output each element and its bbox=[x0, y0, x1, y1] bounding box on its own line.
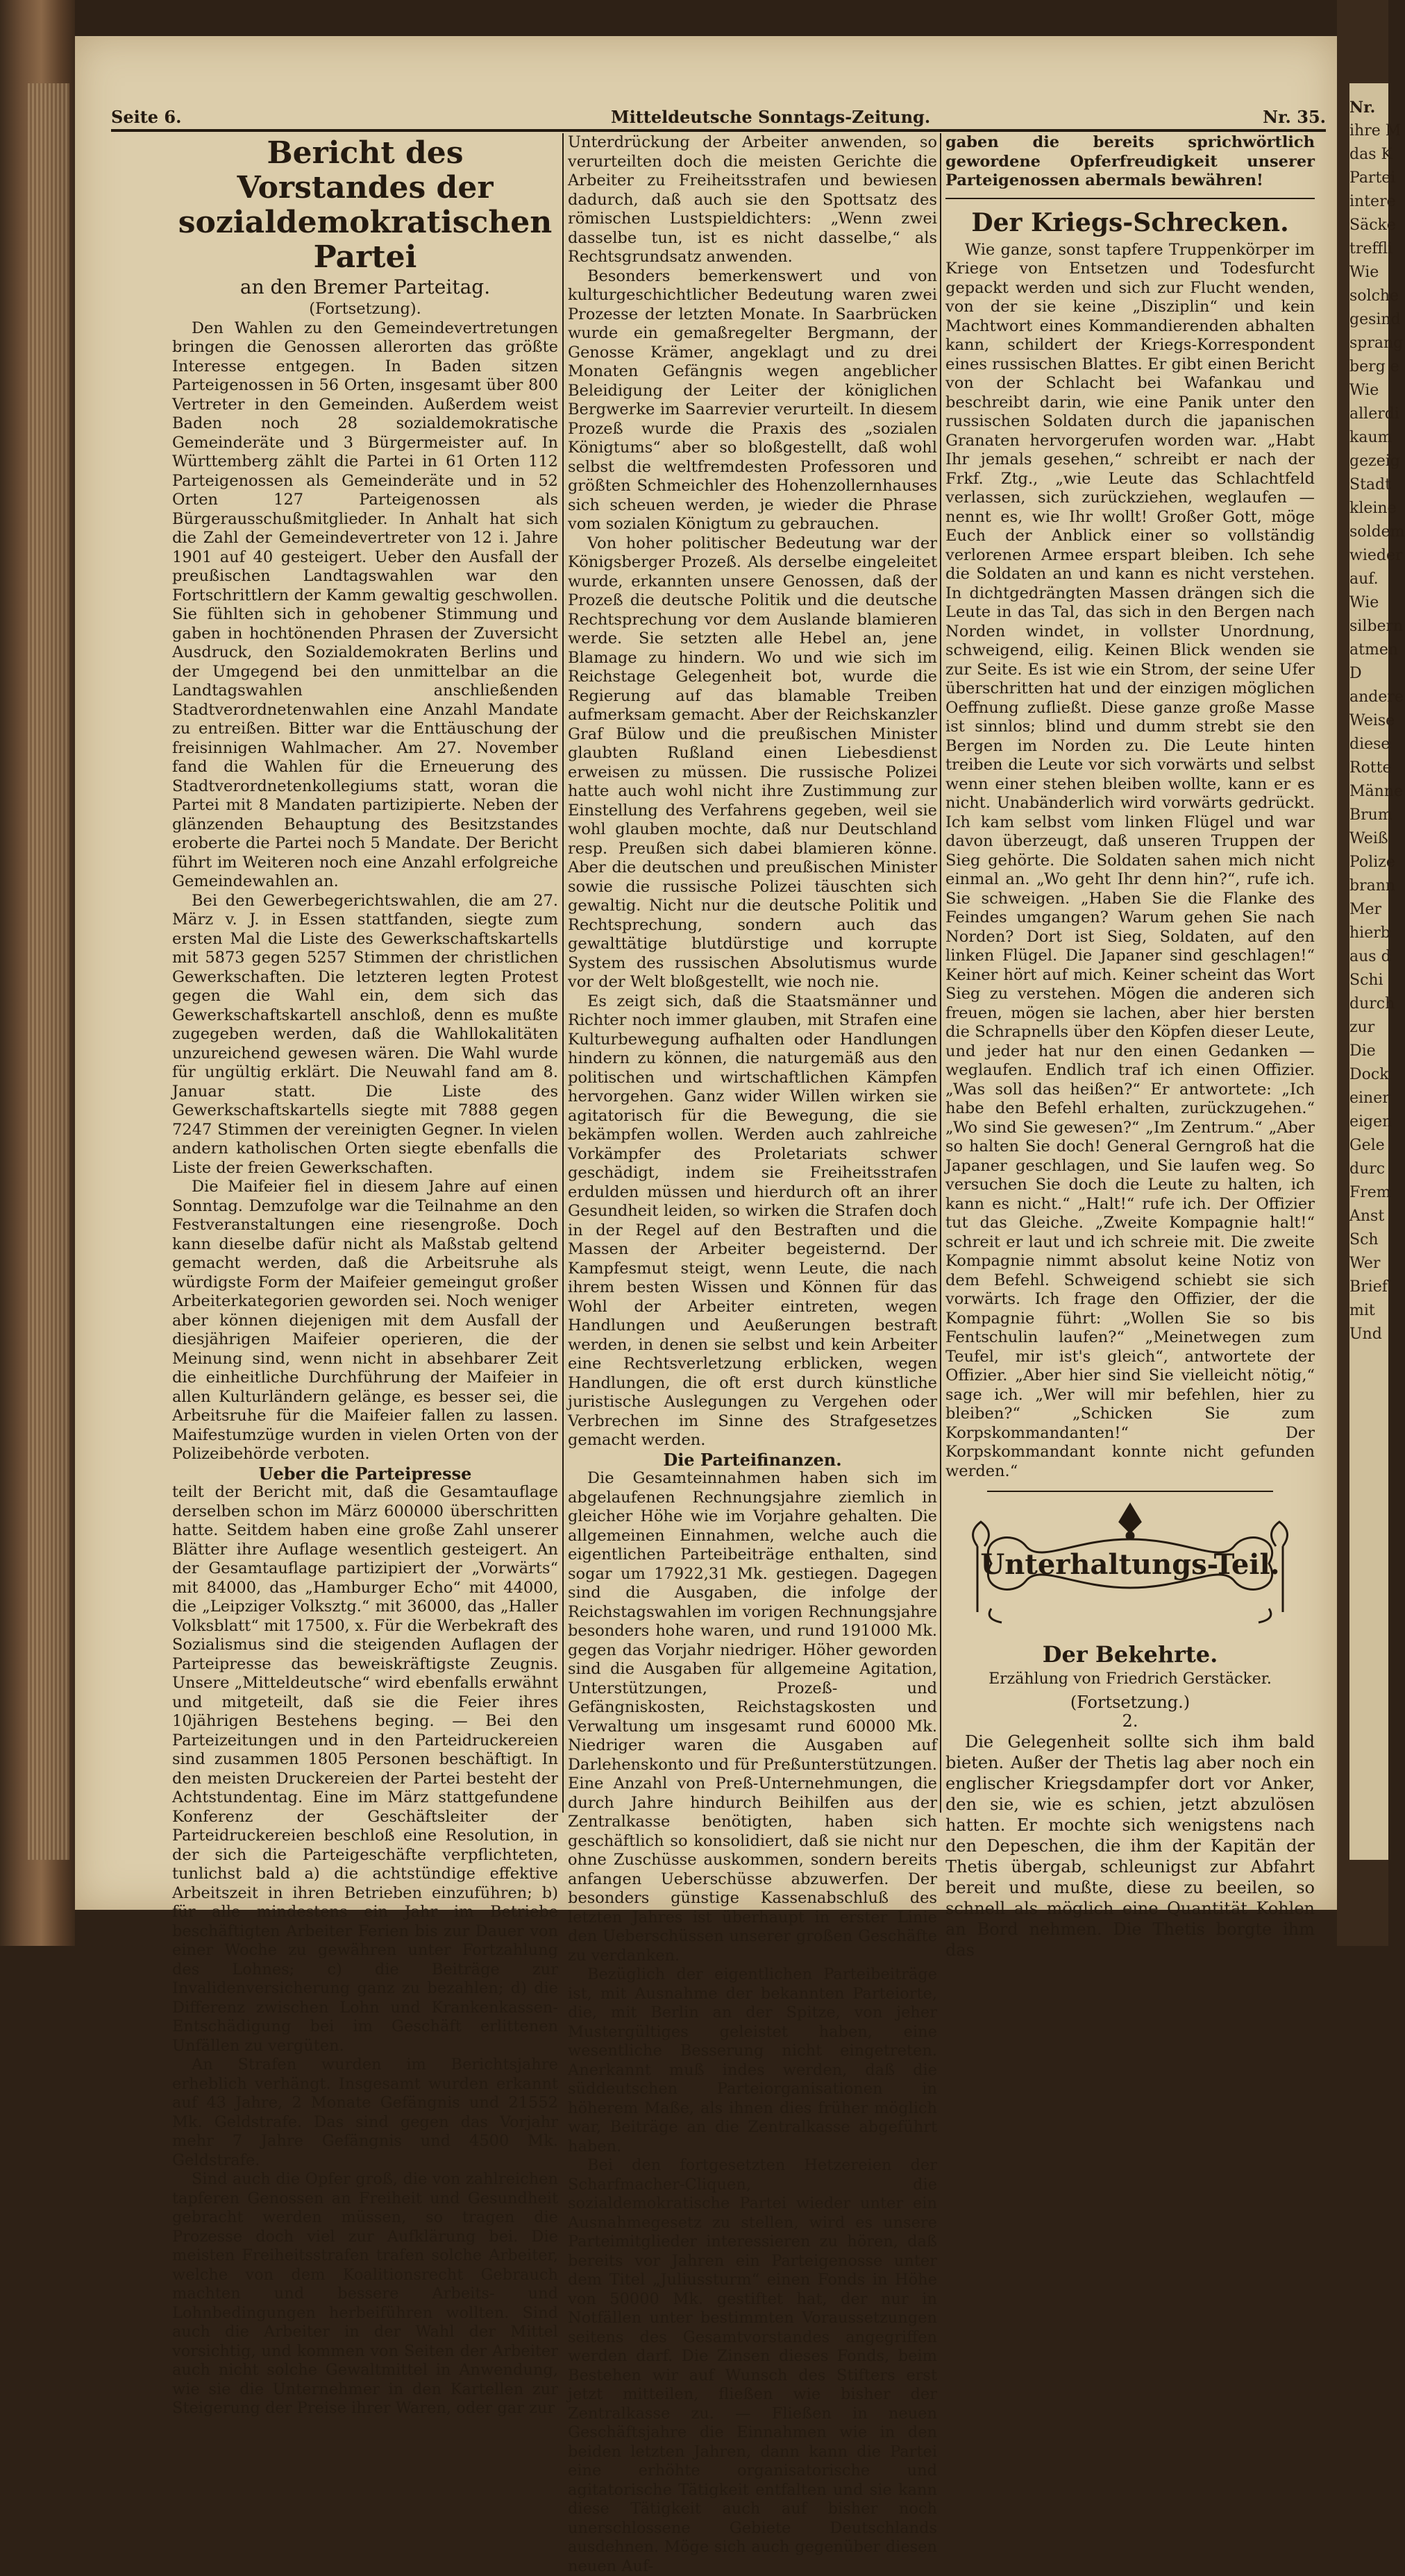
story-title: Der Bekehrte. bbox=[1042, 1641, 1218, 1668]
paragraph: teilt der Bericht mit, daß die Gesamtauflage derselben schon im März 600000 überschritten hatte. Seitdem haben eine große Zahl unserer Blätter ihre Auflage wesentlich gesteigert. An der Gesamtauflage partizipiert der „Vorwärts“ mit 84000, das „Hamburger Echo“ mit 44000, die „Leipziger Volksztg.“ mit 36000, das „Haller Volksblatt“ mit 17500, x. Für die Werbekraft des Sozialismus sind die steigenden Auflagen der Parteipresse das beweiskräftigste Zeugnis. Unsere „Mitteldeutsche“ wird ebenfalls erwähnt und mitgeteilt, daß sie die Feier ihres 10jährigen Bestehens beging. — Bei den Parteizeitungen und in den Parteidruckereien sind zusammen 1805 Personen beschäftigt. In den meisten Druckereien der Partei besteht der Achtstundentag. Eine im März stattgefundene Konferenz der Geschäftsleiter der Parteidruckereien beschloß eine Resolution, in der sich die Parteigeschäfte verpflichteten, tunlichst bald a) die achtstündige effektive Arbeitszeit in ihren Betrieben einzuführen; b) für alle mindestens ein Jahr im Betriebe beschäftigten Arbeiter Ferien bis zur Dauer von einer Woche zu gewähren unter Fortzahlung des Lohnes; c) die Beiträge zur Invalidenversicherung ganz zu bezahlen; d) die Differenz zwischen Lohn und Krankenkassen-Entschädigung bei im Geschäft erlittenen Unfällen zu vergüten. bbox=[172, 1483, 558, 2055]
next-page-fragment: gesind bbox=[1349, 311, 1401, 328]
paragraph: An Strafen wurden im Berichtsjahre erheblich verhängt. Insgesamt wurden erkannt auf 43 Jahre, 2 Monate Gefängnis und 21552 Mk. Geldstrafe. Das sind gegen das Vorjahr mehr 7 Jahre Gefängnis und 4500 Mk. Geldstrafe. bbox=[172, 2056, 558, 2169]
story-author: Erzählung von Friedrich Gerstäcker. bbox=[988, 1670, 1272, 1688]
column-2 bbox=[568, 133, 937, 2576]
next-page-fragment: Rotte bbox=[1349, 759, 1392, 777]
story-continued: (Fortsetzung.) bbox=[1070, 1692, 1191, 1712]
next-page-fragment: einer bbox=[1349, 1090, 1390, 1107]
article-title: Bericht des Vorstandes der sozialdemokratischen Partei bbox=[178, 135, 553, 275]
next-page-fragment: hierb bbox=[1349, 924, 1390, 942]
section-rule bbox=[987, 1491, 1273, 1492]
feuilleton-banner bbox=[950, 1498, 1311, 1629]
section-heading: Die Parteifinanzen. bbox=[663, 1449, 842, 1470]
next-page-fragment: auf. bbox=[1349, 570, 1379, 588]
next-page-fragment: Partei bbox=[1349, 169, 1396, 187]
paragraph: Sind auch die Opfer groß, die von zahlreichen tapferen Genossen an Freiheit und Gesundheit gebracht werden müssen, so tragen die Prozesse doch viel zur Aufklärung bei. Die meisten Freiheitsstrafen trafen solche Arbeiter, welche von dem Koalitionsrecht Gebrauch machten und bessere Arbeits- und Lohnbedingungen herbeiführen wollten. Sind auch die Arbeiter in der Wahl der Mittel vorsichtig, und kommen von Seiten der Arbeiter auch nicht solche Gewaltmittel in Anwendung, wie sie die Unternehmer in den Kartellen zur Steigerung der Preise ihrer Waren, oder gar zur bbox=[172, 2170, 558, 2417]
next-page-fragment: Dock bbox=[1349, 1066, 1389, 1083]
next-page-sliver bbox=[1349, 83, 1405, 1860]
next-page-fragment: wieder bbox=[1349, 547, 1403, 564]
next-page-fragment: allerdi bbox=[1349, 405, 1399, 423]
book-binding-left bbox=[0, 0, 75, 1946]
paragraph: Unterdrückung der Arbeiter anwenden, so verurteilten doch die meisten Gerichte die Arbeiter zu Freiheitsstrafen und bewiesen dadurch, daß auch sie den Spottsatz des römischen Lustspieldichters: „Wenn zwei dasselbe tun, ist es nicht dasselbe,“ als Rechtsgrundsatz anwenden. bbox=[568, 133, 937, 266]
next-page-fragment: mit bbox=[1349, 1302, 1375, 1319]
banner-text: Unterhaltungs-Teil. bbox=[980, 1548, 1280, 1581]
next-page-fragment: atmen bbox=[1349, 641, 1399, 659]
column-3 bbox=[945, 133, 1315, 1960]
next-page-fragment: durc bbox=[1349, 1160, 1386, 1178]
paragraph: Besonders bemerkenswert und von kulturgeschichtlicher Bedeutung waren zwei Prozesse der letzten Monate. In Saarbrücken wurde ein gemaßregelter Bergmann, der Genosse Krämer, angeklagt und zu drei Monaten Gefängnis wegen angeblicher Beleidigung der Leiter der königlichen Bergwerke im Saarrevier verurteilt. In diesem Prozeß wurde die Praxis des „sozialen Königtums“ aber so bloßgestellt, daß wohl selbst die weltfremdesten Professoren und größten Schmeichler des Hohenzollernhauses sich scheuen werden, je wieder die Phrase vom sozialen Königtum zu gebrauchen. bbox=[568, 266, 937, 533]
next-page-fragment: kleine bbox=[1349, 500, 1397, 517]
next-page-fragment: andere bbox=[1349, 688, 1404, 706]
paragraph: Von hoher politischer Bedeutung war der Königsberger Prozeß. Als derselbe eingeleitet wurde, erkannten unsere Genossen, daß der Prozeß die deutsche Politik und die deutsche Rechtsprechung vor dem Auslande blamieren werde. Sie setzten alle Hebel an, jene Blamage zu hindern. Wo und wie sich im Reichstage Gelegenheit bot, wurde die Regierung auf das blamable Treiben aufmerksam gemacht. Aber der Reichskanzler Graf Bülow und die preußischen Minister glaubten Rußland einen Liebesdienst erweisen zu müssen. Die russische Polizei hatte auch wohl nicht ihre Zustimmung zur Einstellung des Verfahrens gegeben, weil sie wohl glauben mochte, daß nur Deutschland resp. Preußen sich dabei blamieren könne. Aber die deutschen und preußischen Minister sowie die russische Polizei täuschten sich gewaltig. Nicht nur die deutsche Politik und Rechtsprechung, sondern auch das gewalttätige blutdürstige und korrupte System des russischen Absolutismus wurde vor der Welt bloßgestellt, wie noch nie. bbox=[568, 534, 937, 991]
next-page-fragment: Anst bbox=[1349, 1208, 1385, 1225]
next-page-fragment: Schi bbox=[1349, 972, 1383, 989]
next-page-header: Nr. bbox=[1349, 99, 1376, 117]
next-page-fragment: Wie bbox=[1349, 264, 1379, 281]
next-page-fragment: durch bbox=[1349, 995, 1395, 1012]
paragraph: gaben die bereits sprichwörtlich gewordene Opferfreudigkeit unserer Parteigenossen abermals bewähren! bbox=[945, 133, 1315, 189]
next-page-fragment: Weise bbox=[1349, 712, 1395, 729]
next-page-fragment: brann bbox=[1349, 877, 1396, 895]
next-page-fragment: D bbox=[1349, 665, 1362, 682]
next-page-fragment: intere bbox=[1349, 193, 1396, 210]
paragraph: Es zeigt sich, daß die Staatsmänner und Richter noch immer glauben, mit Strafen eine Kulturbewegung aufhalten oder Handlungen hindern zu können, die naturgemäß aus den politischen und wirtschaftlichen Kämpfen hervorgehen. Ganz wider Willen wirken sie agitatorisch für die Bewegung, die sie bekämpfen wollen. Werden auch zahlreiche Vorkämpfer des Proletariats schwer geschädigt, indem sie Freiheitsstrafen erdulden müssen und hierdurch oft an ihrer Gesundheit leiden, so wirken die Strafen doch in der Regel auf den Bestraften und die Massen der Arbeiter begeisternd. Der Kampfesmut steigt, wenn Leute, die nach ihrem besten Wissen und Können für das Wohl der Arbeiter eintreten, wegen Handlungen und Aeußerungen bestraft werden, in denen sie selbst und kein Arbeiter eine Rechtsverletzung erblicken, wegen Handlungen, die oft erst durch künstliche juristische Auslegungen zu Vergehen oder Verbrechen im Sinne des Strafgesetzes gemacht werden. bbox=[568, 992, 937, 1449]
continuation-note: (Fortsetzung). bbox=[309, 300, 421, 318]
next-page-fragment: diese bbox=[1349, 736, 1390, 753]
paragraph: Die Gesamteinnahmen haben sich im abgelaufenen Rechnungsjahre ziemlich in gleicher Höhe wie im Vorjahre gehalten. Die allgemeinen Einnahmen, welche auch die eigentlichen Parteibeiträge enthalten, sind sogar um 17922,31 Mk. gestiegen. Dagegen sind die Ausgaben, die infolge der Reichstagswahlen im vorigen Rechnungsjahre besonders hohe waren, und rund 191000 Mk. gegen das Vorjahr niedriger. Höher geworden sind die Ausgaben für allgemeine Agitation, Unterstützungen, Prozeß- und Gefängniskosten, Reichstagskosten und Verwaltung um insgesamt rund 60000 Mk. Niedriger waren die Ausgaben auf Darlehenskonto und für Preßunterstützungen. Eine Anzahl von Preß-Unternehmungen, die durch Jahre hindurch Beihilfen aus der Zentralkasse benötigten, haben sich geschäftlich so konsolidiert, daß sie nicht nur ohne Zuschüsse auskommen, sondern bereits anfangen Ueberschüsse abzuwerfen. Der besonders günstige Kassenabschluß des letzten Jahres ist überhaupt in erster Linie den Ueberschüssen unserer großen Geschäfte zu verdanken. bbox=[568, 1469, 937, 1965]
column-divider-2 bbox=[940, 133, 941, 1813]
running-head bbox=[111, 107, 1326, 130]
next-page-fragment: Mer bbox=[1349, 901, 1382, 918]
next-page-fragment: gezeig bbox=[1349, 452, 1400, 470]
next-page-fragment: Und bbox=[1349, 1325, 1382, 1343]
paragraph: Bei den Gewerbegerichtswahlen, die am 27. März v. J. in Essen stattfanden, siegte zum ersten Mal die Liste des Gewerkschaftskartells mit 5873 gegen 5257 Stimmen der christlichen Gewerkschaften. Die letzteren legten Protest gegen die Wahl ein, dem sich das Gewerkschaftskartell anschloß, denn es mußte zugegeben werden, daß die Wahllokalitäten unzureichend gewesen wären. Die Wahl wurde für ungültig erklärt. Die Neuwahl fand am 8. Januar statt. Die Liste des Gewerkschaftskartells siegte mit 7888 gegen 7247 Stimmen der vereinigten Gegner. In vielen andern katholischen Orten siegte ebenfalls die Liste der freien Gewerkschaften. bbox=[172, 891, 558, 1177]
section-heading: Ueber die Parteipresse bbox=[258, 1463, 472, 1484]
page-number: Seite 6. bbox=[111, 107, 182, 127]
page-edges bbox=[28, 83, 69, 1860]
paragraph: Die Gelegenheit sollte sich ihm bald bieten. Außer der Thetis lag aber noch ein englischer Kriegsdampfer dort vor Anker, den sie, wie es schien, jetzt abzulösen hatten. Er mochte sich wenigstens nach den Depeschen, die ihm der Kapitän der Thetis übergab, schleunigst zur Abfahrt bereit und mußte, diese zu beeilen, so schnell als möglich eine Quantität Kohlen an Bord nehmen. Die Thetis borgte ihm das bbox=[945, 1731, 1315, 1960]
next-page-fragment: Wer bbox=[1349, 1255, 1381, 1272]
header-rule bbox=[111, 129, 1326, 132]
next-page-fragment: silbern bbox=[1349, 618, 1404, 635]
next-page-fragment: Gele bbox=[1349, 1137, 1385, 1154]
next-page-fragment: Wie bbox=[1349, 594, 1379, 611]
next-page-fragment: sprang bbox=[1349, 334, 1404, 352]
next-page-fragment: Wie bbox=[1349, 382, 1379, 399]
paragraph: Bei den fortgesetzten Hetzereien der Scharfmacher-Cliquen, die sozialdemokratische Partei wieder unter ein Ausnahmegesetz zu stellen, wird es unsere Parteimitglieder interessieren zu hören, daß bereits vor Jahren ein Parteigenosse unter dem Titel „Juliussturm“ einen Fonds in Höhe von 50000 Mk. gestiftet hat, der nur in Notfällen unter bestimmten Voraussetzungen seitens des Gesamtvorstandes angegriffen werden darf. Die Zinsen dieses Fonds, beim Bestehen wir auf Wunsch des Stifters erst jetzt mitteilen, fließen wie bisher der Zentralkasse zu. — Fließen in neuen Geschäftsjahre die Einnahmen wie in den beiden letzten Jahren, dann kann die Partei eine erhöhte organisatorische und agitatorische Tätigkeit entfalten und sie kann diese Tätigkeit auch auf bisher noch unerschlossene Gebiete Deutschlands ausdehnen. Möge sich auch gegenüber diesen neuen Auf- bbox=[568, 2156, 937, 2575]
column-1 bbox=[172, 133, 558, 2418]
column-divider-1 bbox=[562, 133, 564, 1813]
next-page-fragment: kaum bbox=[1349, 429, 1393, 446]
next-page-fragment: Stadt bbox=[1349, 476, 1391, 493]
next-page-fragment: Weiß bbox=[1349, 830, 1388, 847]
paragraph: Die Maifeier fiel in diesem Jahre auf einen Sonntag. Demzufolge war die Teilnahme an den Festveranstaltungen eine riesengroße. Doch kann dieselbe dafür nicht als Maßstab geltend gemacht werden, daß die Arbeitsruhe als würdigste Form der Maifeier gemeingut großer Arbeiterkategorien geworden sei. Noch weniger aber können diejenigen mit dem Ausfall der diesjährigen Maifeier operieren, die der Meinung sind, wenn nicht in absehbarer Zeit die einheitliche Durchführung der Maifeier in allen Kulturländern gelänge, es besser sei, die Arbeitsruhe für die Maifeier fallen zu lassen. Maifestumzüge wurden in vielen Orten von der Polizeibehörde verboten. bbox=[172, 1178, 558, 1463]
next-page-fragment: Frem bbox=[1349, 1184, 1391, 1201]
article-subtitle: an den Bremer Parteitag. bbox=[239, 276, 491, 298]
next-page-fragment: solche bbox=[1349, 287, 1399, 305]
newspaper-title: Mitteldeutsche Sonntags-Zeitung. bbox=[611, 107, 931, 127]
next-page-fragment: Säcke bbox=[1349, 217, 1396, 234]
issue-number: Nr. 35. bbox=[1263, 107, 1326, 127]
paragraph: Wie ganze, sonst tapfere Truppenkörper im Kriege von Entsetzen und Todesfurcht gepackt werden und sich zur Flucht wenden, von der sie keine „Disziplin“ und kein Machtwort eines Kommandierenden abhalten kann, schildert der Kriegs-Korrespondent eines russischen Blattes. Er gibt einen Bericht von der Schlacht bei Wafankau und beschreibt darin, wie eine Panik unter den russischen Soldaten durch die japanischen Granaten hervorgerufen worden war. „Habt Ihr jemals gesehen,“ schreibt er nach der Frkf. Ztg., „wie Leute das Schlachtfeld verlassen, sich zurückziehen, weglaufen — nennt es, wie Ihr wollt! Großer Gott, möge Euch der Anblick einer so vollständig verlorenen Armee erspart bleiben. Ich sehe die Soldaten an und kann es nicht verstehen. In dichtgedrängten Massen drängen sich die Leute in das Tal, das sich in den Bergen nach Norden windet, in vollster Unordnung, schweigend, eilig. Keinen Blick wenden sie zur Seite. Es ist wie ein Strom, der seine Ufer überschritten hat und der einzigen möglichen Oeffnung zufließt. Diese ganze große Masse ist sinnlos; blind und dumm strebt sie den Bergen im Norden zu. Die Leute hinten treiben die Leute vor sich vorwärts und selbst wenn einer stehen bleiben wollte, kann er es nicht. Unabänderlich wird vorwärts gedrückt. Ich kam selbst vom linken Flügel und war davon überzeugt, daß unseren Truppen der Sieg gehörte. Die Soldaten sahen mich nicht einmal an. „Wo geht Ihr denn hin?“, rufe ich. Sie schweigen. „Haben Sie die Flanke des Feindes umgangen? Warum gehen Sie nach Norden? Dort ist Sieg, Soldaten, auf den linken Flügel. Die Japaner sind geschlagen!“ Keiner hört auf mich. Keiner scheint das Wort Sieg zu verstehen. Mögen die anderen sich freuen, mögen sie lachen, aber hier bersten die Schrapnells über den Köpfen dieser Leute, und jeder hat nur den einen Gedanken — weglaufen. Endlich traf ich einen Offizier. „Was soll das heißen?“ Er antwortete: „Ich habe den Befehl erhalten, zurückzugehen.“ „Wo sind Sie gewesen?“ „Im Zentrum.“ „Aber so halten Sie doch! General Gerngroß hat die Japaner geschlagen, und Sie laufen weg. So versuchen Sie doch die Leute zu halten, ich kann es nicht.“ „Halt!“ rufe ich. Der Offizier tut das Gleiche. „Zweite Kompagnie halt!“ schreit er laut und ich schreie mit. Die zweite Kompagnie nimmt absolut keine Notiz von dem Befehl. Schweigend schiebt sie sich vorwärts. Ich frage den Offizier, der die Kompagnie führt: „Wollen Sie so bis Fentschulin laufen?“ „Meinetwegen zum Teufel, mir ist's gleich“, antwortete der Offizier. „Aber hier sind Sie vielleicht nötig,“ sage ich. „Wer will mir befehlen, hier zu bleiben?“ „Schicken Sie zum Korpskommandanten!“ Der Korpskommandant konnte nicht gefunden werden.“ bbox=[945, 240, 1315, 1480]
next-page-fragment: Sch bbox=[1349, 1231, 1379, 1248]
section-rule bbox=[945, 198, 1315, 199]
next-page-fragment: ihre M bbox=[1349, 122, 1402, 139]
next-page-fragment: zur bbox=[1349, 1019, 1375, 1036]
paragraph: Bezüglich der eigentlichen Parteibeiträge ist, mit Ausnahme der bekannten Parteiorte, die, mit Berlin an der Spitze, von jeher Mustergültiges geleistet haben, eine wesentliche Besserung nicht eingetreten. Anerkannt muß indes werden, daß die süddeutschen Parteiorganisationen in höherem Maße, als ihnen dies früher möglich war, Beiträge an die Zentralkasse abgeführt haben. bbox=[568, 1965, 937, 2155]
next-page-fragment: Polize bbox=[1349, 854, 1395, 871]
next-page-fragment: Brief bbox=[1349, 1278, 1388, 1296]
next-page-fragment: Die bbox=[1349, 1042, 1376, 1060]
next-page-fragment: soldem bbox=[1349, 523, 1405, 541]
next-page-fragment: Brum bbox=[1349, 806, 1393, 824]
next-page-fragment: treffli bbox=[1349, 240, 1393, 257]
next-page-fragment: aus d bbox=[1349, 948, 1391, 965]
next-page-fragment: eigen bbox=[1349, 1113, 1393, 1130]
next-page-fragment: das K bbox=[1349, 146, 1393, 163]
next-page-fragment: Männe bbox=[1349, 783, 1403, 800]
paragraph: Den Wahlen zu den Gemeindevertretungen bringen die Genossen allerorten das größte Interesse entgegen. In Baden sitzen Parteigenossen in 56 Orten, insgesamt über 800 Vertreter in den Gemeinden. Außerdem weist Baden noch 28 sozialdemokratische Gemeinderäte und 3 Bürgermeister auf. In Württemberg zählt die Partei in 61 Orten 112 Parteigenossen als Gemeinderäte und in 52 Orten 127 Parteigenossen als Bürgerausschußmitglieder. In Anhalt hat sich die Zahl der Gemeindevertreter von 12 i. Jahre 1901 auf 40 gesteigert. Ueber den Ausfall der preußischen Landtagswahlen war den Fortschrittlern der Kamm gewaltig geschwollen. Sie fühlten sich in gehobener Stimmung und gaben in hochtönenden Phrasen der Zuversicht Ausdruck, den Sozialdemokraten Berlins und der Umgegend bei den unmittelbar an die Landtagswahlen anschließenden Stadtverordnetenwahlen eine Anzahl Mandate zu entreißen. Bitter war die Enttäuschung der freisinnigen Wahlmacher. Am 27. November fand die Wahlen für die Erneuerung des Stadtverordnetenkollegiums statt, woran die Partei mit 8 Mandaten partizipierte. Neben der glänzenden Behauptung des Besitzstandes eroberte die Partei noch 5 Mandate. Der Bericht führt im Weiteren noch eine Anzahl erfolgreiche Gemeindewahlen an. bbox=[172, 319, 558, 890]
next-page-fragment: berg e bbox=[1349, 358, 1399, 375]
chapter-number: 2. bbox=[1122, 1711, 1138, 1731]
article-title: Der Kriegs-Schrecken. bbox=[971, 207, 1289, 237]
